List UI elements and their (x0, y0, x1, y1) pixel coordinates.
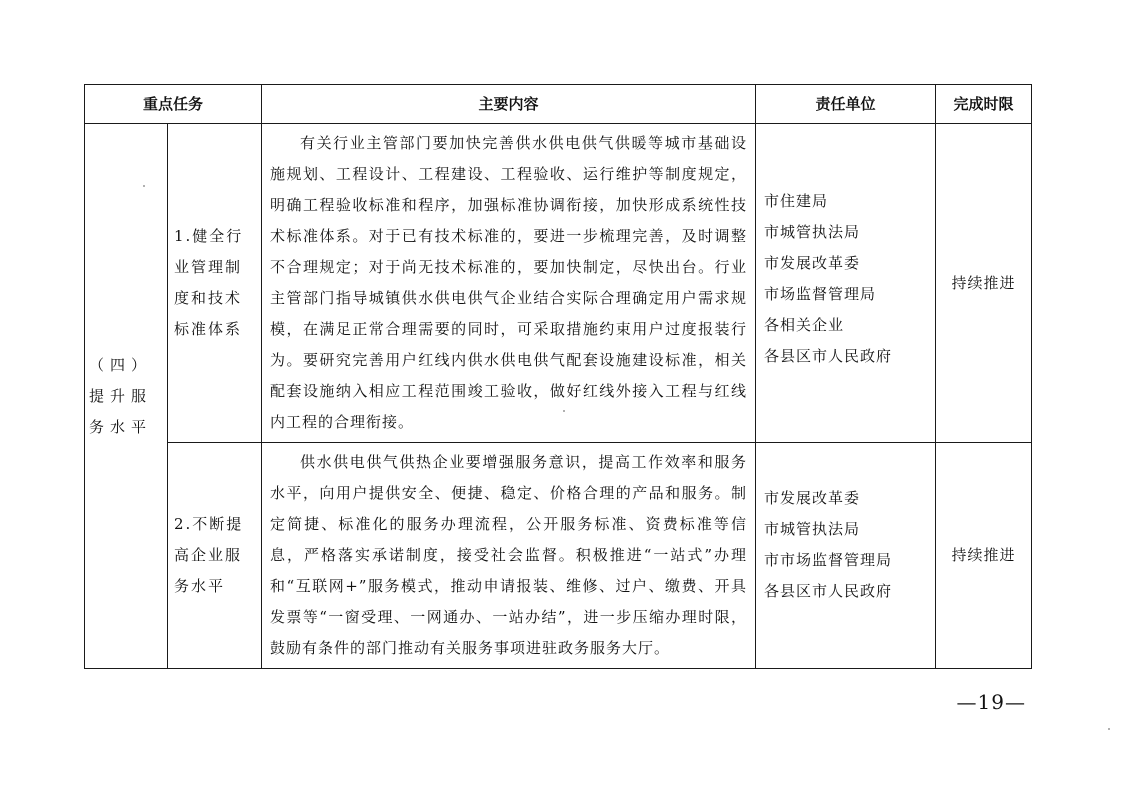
scan-speck (563, 410, 565, 412)
header-deadline: 完成时限 (936, 85, 1032, 124)
scan-speck (1108, 728, 1110, 730)
unit-cell (756, 443, 936, 669)
table-header-row (85, 85, 1032, 124)
unit-list (764, 483, 927, 607)
page-number: —19— (956, 690, 1026, 714)
unit-item: 市发展改革委 (764, 254, 861, 272)
subtask-cell: 1.健全行业管理制度和技术标准体系 (168, 124, 262, 443)
header-content: 主要内容 (262, 85, 756, 124)
task-table (84, 84, 1032, 669)
unit-item: 市发展改革委 (764, 489, 861, 507)
deadline-cell: 持续推进 (936, 443, 1032, 669)
unit-item: 市场监督管理局 (764, 285, 877, 303)
unit-item: 各相关企业 (764, 316, 845, 334)
content-cell (262, 443, 756, 669)
category-cell: （四）提升服务水平 (85, 124, 168, 669)
header-unit: 责任单位 (756, 85, 936, 124)
content-text: 有关行业主管部门要加快完善供水供电供气供暖等城市基础设施规划、工程设计、工程建设、工程验收、运行维护等制度规定，明确工程验收标准和程序，加强标准协调衔接，加快形成系统性技术标准体系。对于已有技术标准的，要进一步梳理完善，及时调整不合理规定；对于尚无技术标准的，要加快制定，尽快出台。行业主管部门指导城镇供水供电供气企业结合实际合理确定用户需求规模，在满足正常合理需要的同时，可采取措施约束用户过度报装行为。要研究完善用户红线内供水供电供气配套设施建设标准，相关配套设施纳入相应工程范围竣工验收，做好红线外接入工程与红线内工程的合理衔接。 (270, 134, 748, 431)
scan-speck (143, 185, 145, 187)
unit-item: 市城管执法局 (764, 520, 861, 538)
table-row (85, 443, 1032, 669)
header-task: 重点任务 (85, 85, 262, 124)
unit-item: 各县区市人民政府 (764, 347, 893, 365)
subtask-cell: 2.不断提高企业服务水平 (168, 443, 262, 669)
unit-cell (756, 124, 936, 443)
deadline-cell: 持续推进 (936, 124, 1032, 443)
table-row (85, 124, 1032, 443)
unit-item: 各县区市人民政府 (764, 582, 893, 600)
unit-item: 市城管执法局 (764, 223, 861, 241)
content-text: 供水供电供气供热企业要增强服务意识，提高工作效率和服务水平，向用户提供安全、便捷、稳定、价格合理的产品和服务。制定简捷、标准化的服务办理流程，公开服务标准、资费标准等信息，严格落实承诺制度，接受社会监督。积极推进“一站式”办理和“互联网+”服务模式，推动申请报装、维修、过户、缴费、开具发票等“一窗受理、一网通办、一站办结”，进一步压缩办理时限，鼓励有条件的部门推动有关服务事项进驻政务服务大厅。 (270, 453, 748, 657)
unit-item: 市市场监督管理局 (764, 551, 893, 569)
unit-item: 市住建局 (764, 192, 829, 210)
unit-list (764, 186, 927, 372)
content-cell (262, 124, 756, 443)
